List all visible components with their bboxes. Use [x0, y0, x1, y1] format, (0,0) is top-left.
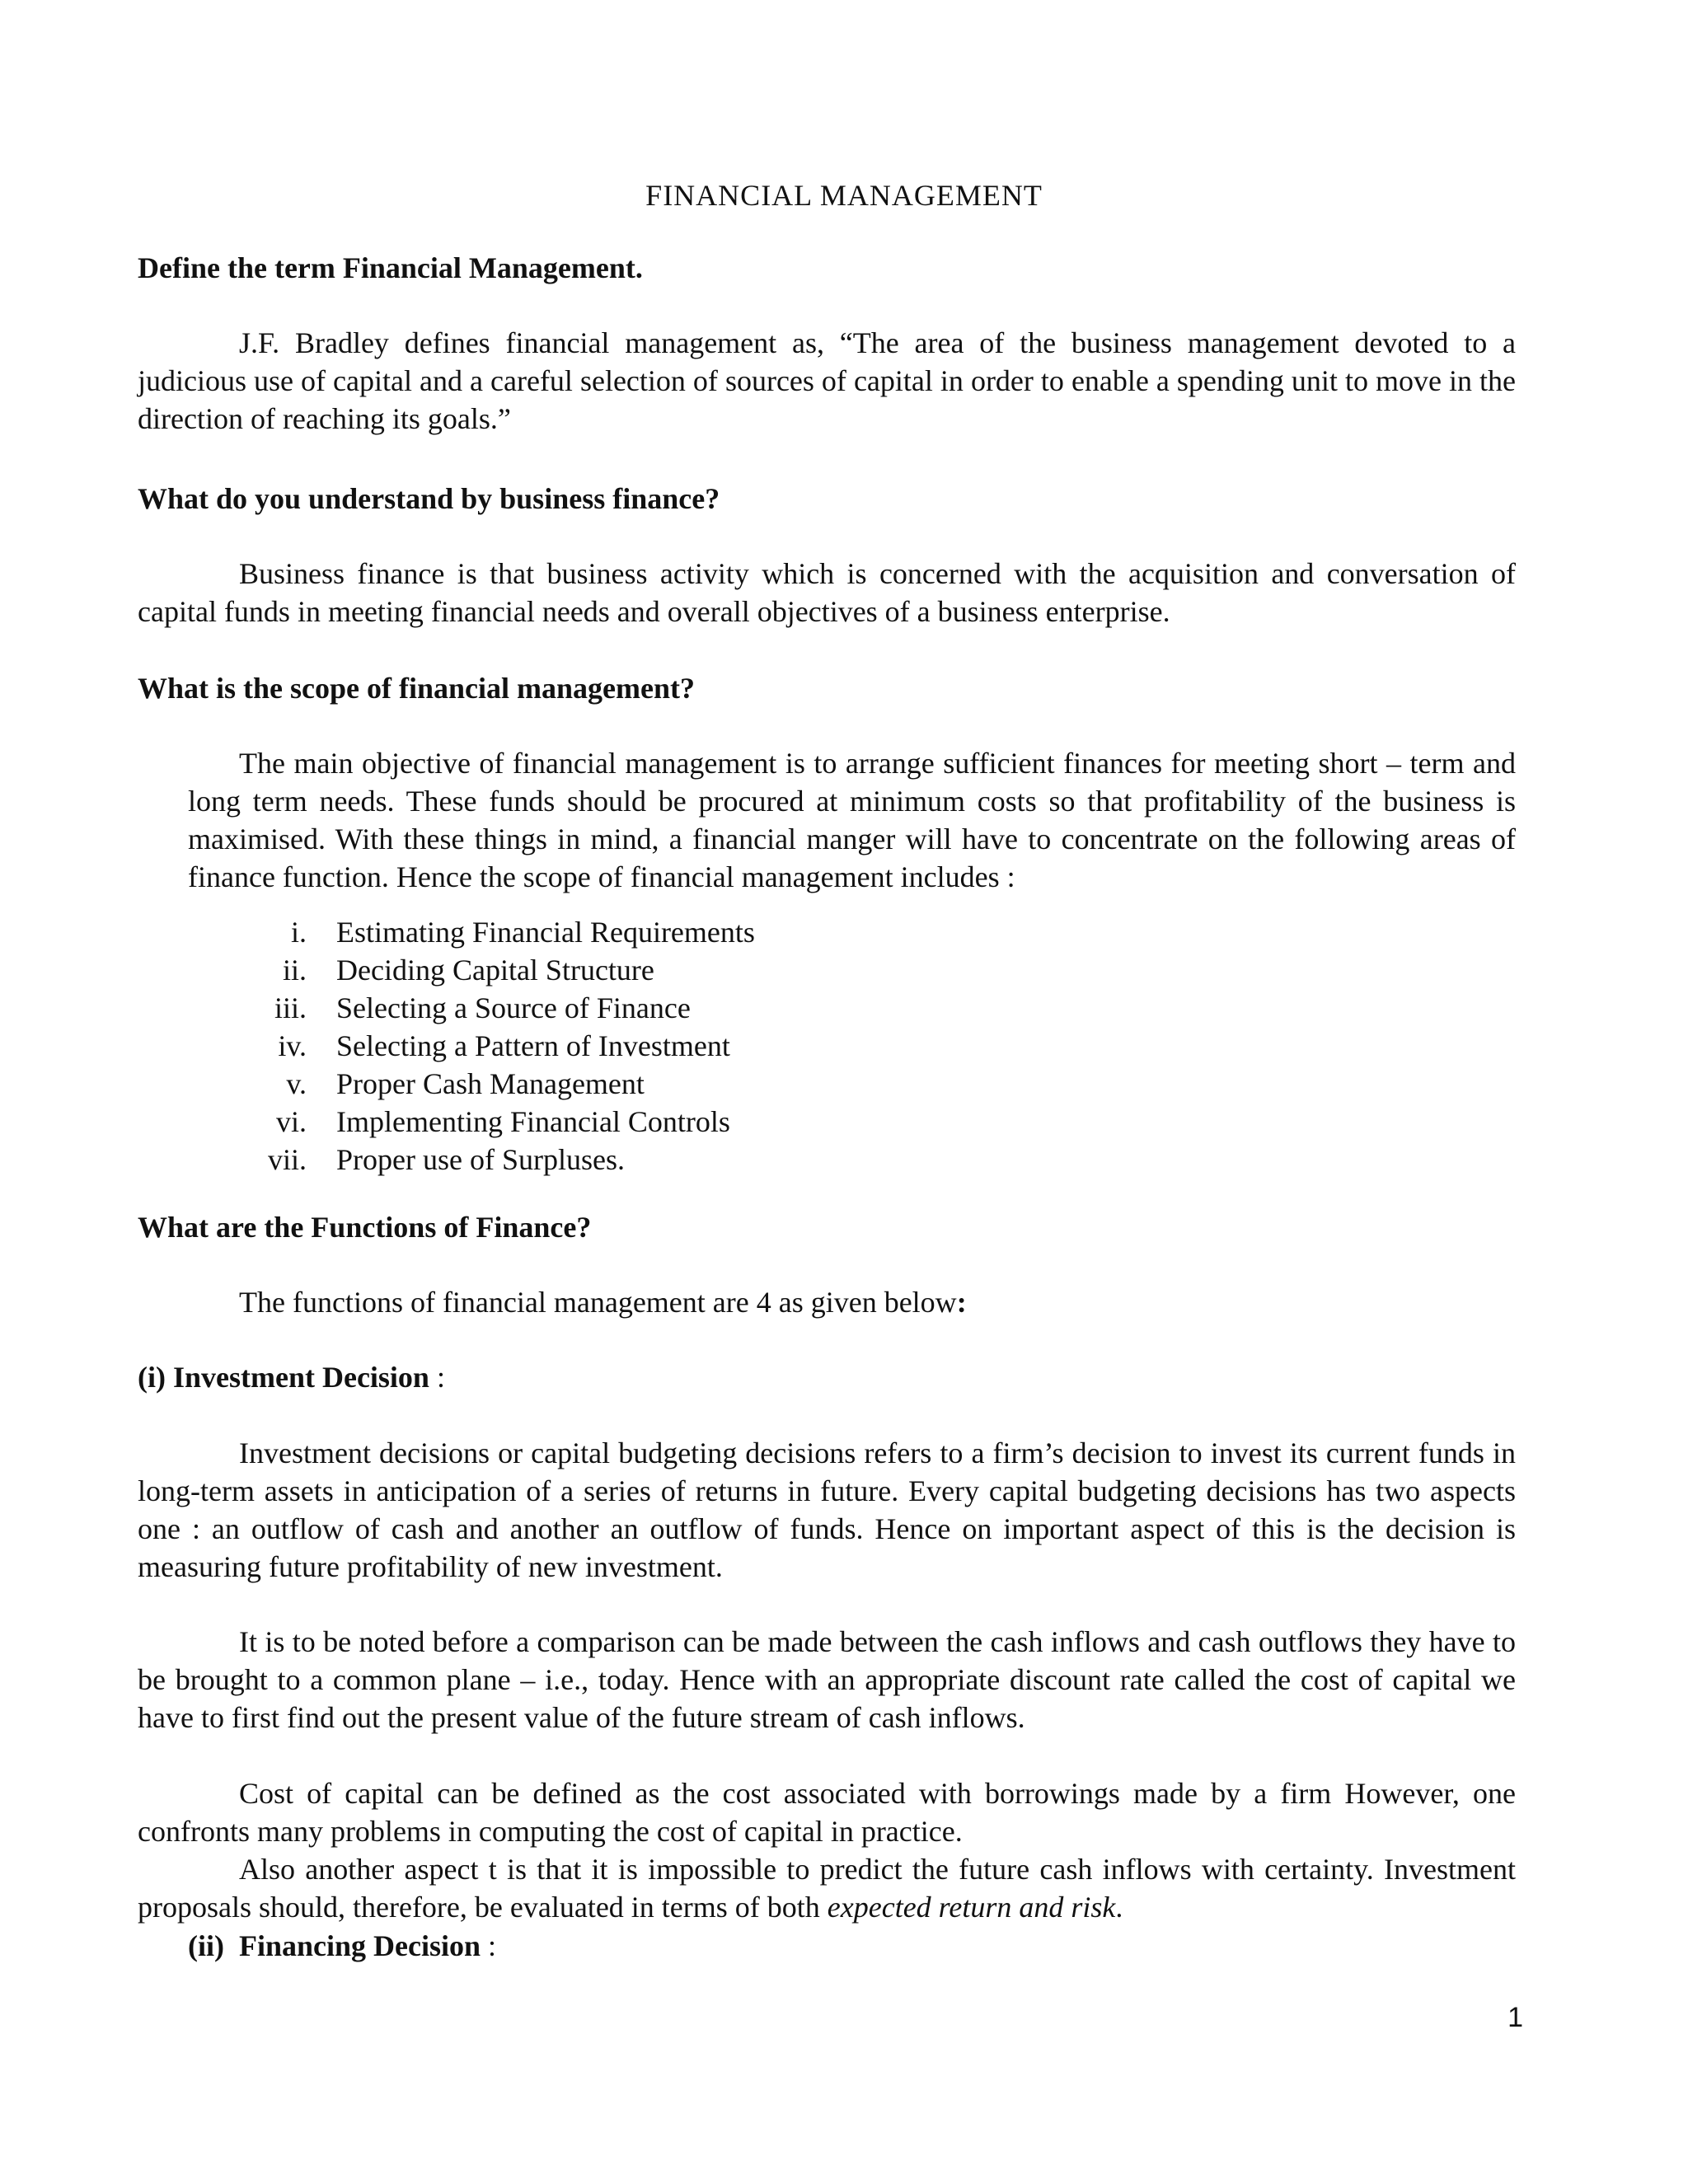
list-item-text: Proper use of Surpluses.	[336, 1143, 625, 1176]
list-item-text: Implementing Financial Controls	[336, 1105, 730, 1138]
paragraph-colon: :	[956, 1286, 967, 1319]
subheading-label: (i) Investment Decision	[138, 1361, 429, 1394]
question-scope: What is the scope of financial management?	[138, 672, 695, 705]
list-item	[0, 989, 1688, 1027]
paragraph-end: .	[1115, 1891, 1123, 1924]
list-item-text: Selecting a Pattern of Investment	[336, 1029, 730, 1062]
paragraph-text: Business finance is that business activity which is concerned with the acquisition and conversation of capital funds in meeting financial needs and overall objectives of a business enterprise.	[138, 557, 1516, 628]
paragraph-text: It is to be noted before a comparison can be made between the cash inflows and cash outflows they have to be brought to a common plane – i.e., today. Hence with an appropriate discount rate called the cost of capital we have to first find out the present value of the future stream of cash inflows.	[138, 1625, 1516, 1734]
paragraph-text: Also another aspect t is that it is impossible to predict the future cash inflows with certainty. Investment proposals should, therefore, be evaluated in terms of both	[138, 1853, 1516, 1924]
paragraph-business-finance	[138, 555, 1516, 630]
list-item-text: Selecting a Source of Finance	[336, 991, 691, 1024]
paragraph-bradley-definition	[138, 324, 1516, 438]
subheading-colon: :	[481, 1929, 497, 1962]
subheading-financing-decision	[188, 1928, 496, 1964]
paragraph-scope	[188, 744, 1516, 896]
paragraph-uncertainty	[138, 1850, 1516, 1926]
list-item-number: ii.	[282, 954, 307, 987]
subheading-investment-decision	[138, 1359, 445, 1395]
page-number: 1	[1507, 2002, 1523, 2033]
list-item-number: vi.	[275, 1105, 307, 1138]
paragraph-text: Investment decisions or capital budgeting decisions refers to a firm’s decision to invest its current funds in long-term assets in anticipation of a series of returns in future. Every capital budgeting decisions has two aspects one : an outflow of cash and another an outflow of funds. Hence on important aspect of this is the decision is measuring future profitability of new investment.	[138, 1436, 1516, 1583]
question-business-finance: What do you understand by business finance?	[138, 482, 720, 515]
question-define-financial-management: Define the term Financial Management.	[138, 251, 643, 284]
list-item-text: Proper Cash Management	[336, 1067, 645, 1100]
subheading-label: (ii) Financing Decision	[188, 1929, 481, 1962]
list-item-text: Deciding Capital Structure	[336, 954, 654, 987]
paragraph-text: The main objective of financial management is to arrange sufficient finances for meeting short – term and long term needs. These funds should be procured at minimum costs so that profitability of the business is maximised. With these things in mind, a financial manger will have to concentrate on the following areas of finance function. Hence the scope of financial management includes :	[188, 747, 1516, 893]
list-item-number: iii.	[274, 991, 307, 1024]
paragraph-cost-of-capital	[138, 1774, 1516, 1850]
paragraph-functions-intro	[138, 1283, 1516, 1321]
paragraph-italic-text: expected return and risk	[827, 1891, 1116, 1924]
list-item	[0, 951, 1688, 989]
list-item	[0, 1065, 1688, 1103]
list-item	[0, 1027, 1688, 1065]
paragraph-text: The functions of financial management are 4 as given below	[239, 1286, 957, 1319]
paragraph-cash-flows-comparison	[138, 1623, 1516, 1736]
list-item	[0, 1103, 1688, 1141]
list-item-text: Estimating Financial Requirements	[336, 916, 755, 949]
paragraph-text: J.F. Bradley defines financial management as, “The area of the business management devoted to a judicious use of capital and a careful selection of sources of capital in order to enable a spending unit to move in the direction of reaching its goals.”	[138, 326, 1516, 435]
page-title: FINANCIAL MANAGEMENT	[645, 179, 1043, 212]
question-functions-of-finance: What are the Functions of Finance?	[138, 1211, 592, 1244]
list-item-number: iv.	[278, 1029, 307, 1062]
paragraph-investment-decisions	[138, 1434, 1516, 1586]
list-item-number: i.	[290, 916, 307, 949]
list-item	[0, 1141, 1688, 1179]
list-item	[0, 913, 1688, 951]
scope-list	[0, 913, 1688, 1179]
list-item-number: vii.	[267, 1143, 307, 1176]
subheading-colon: :	[429, 1361, 445, 1394]
list-item-number: v.	[286, 1067, 307, 1100]
paragraph-text: Cost of capital can be defined as the cost associated with borrowings made by a firm However, one confronts many problems in computing the cost of capital in practice.	[138, 1777, 1516, 1848]
